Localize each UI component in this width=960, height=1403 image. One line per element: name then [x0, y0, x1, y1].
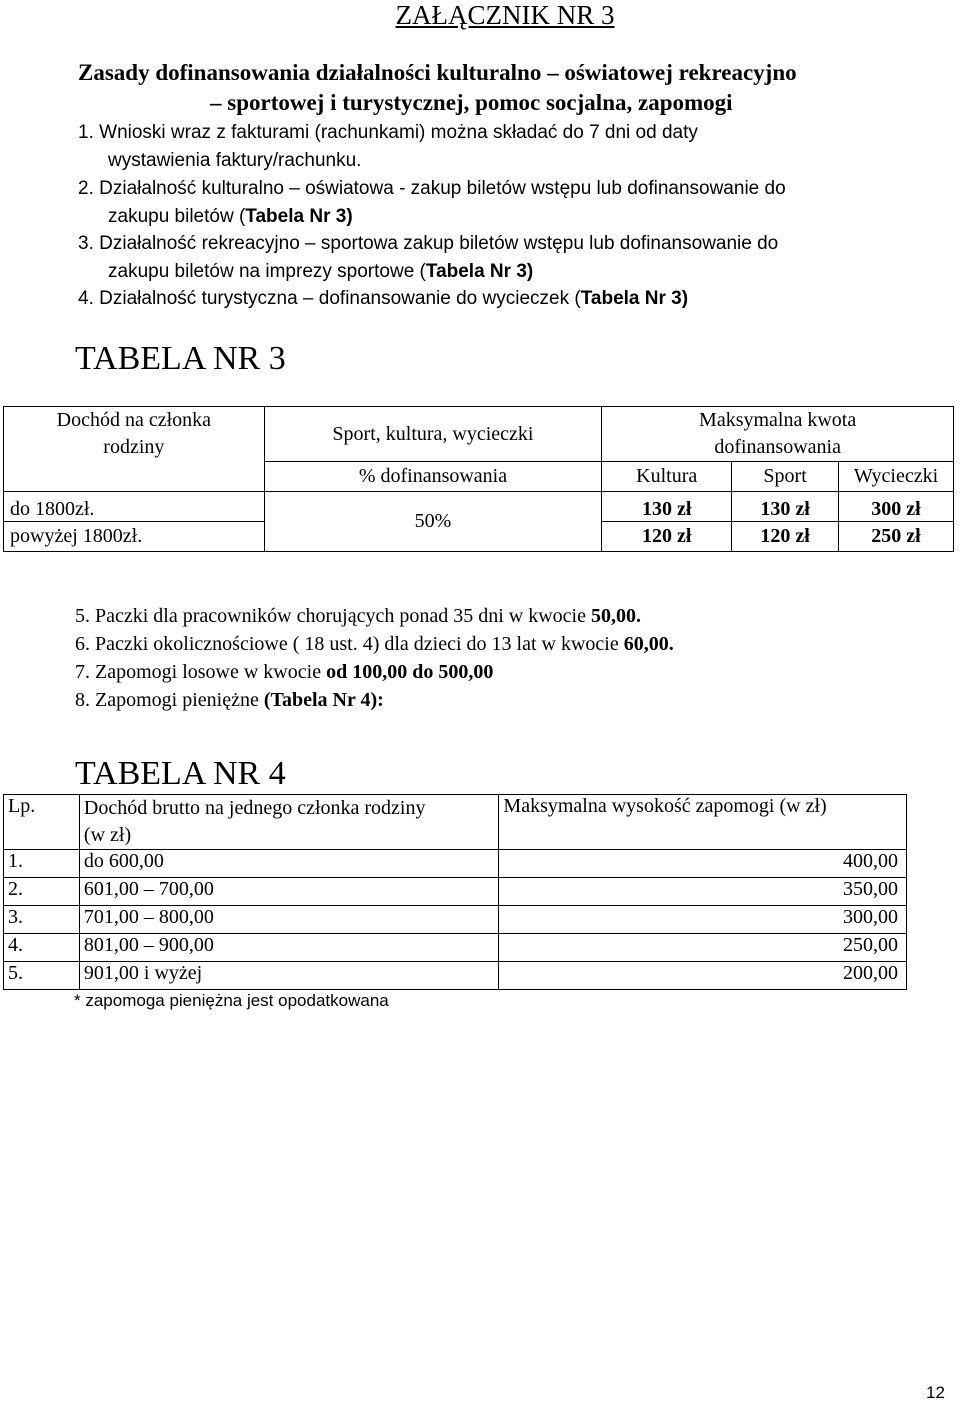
- table-row: [4, 850, 907, 878]
- row-2-wycieczki: 250 zł: [839, 522, 954, 552]
- item-4-number: 4.: [78, 288, 94, 309]
- header-wycieczki: Wycieczki: [839, 462, 954, 492]
- item-4-text: Działalność turystyczna – dofinansowanie do wycieczek (: [99, 288, 581, 309]
- row-max: 400,00: [499, 850, 907, 878]
- item-3-table-ref: Tabela Nr 3): [425, 261, 534, 282]
- item-3-text: Działalność rekreacyjno – sportowa zakup biletów wstępu lub dofinansowanie do: [99, 233, 779, 254]
- row-2-income: powyżej 1800zł.: [4, 522, 265, 552]
- item-2: [78, 178, 948, 200]
- item-3-line-2: [108, 261, 533, 283]
- table-4-heading: TABELA NR 4: [75, 755, 286, 792]
- table-4: [3, 794, 907, 990]
- table-3: [3, 406, 954, 552]
- table-row: [4, 962, 907, 990]
- item-1-number: 1.: [78, 122, 94, 143]
- table-row: [4, 906, 907, 934]
- row-income: do 600,00: [79, 850, 498, 878]
- item-1-text-2: wystawienia faktury/rachunku.: [108, 150, 362, 171]
- item-2-text: Działalność kulturalno – oświatowa - zakup biletów wstępu lub dofinansowanie do: [99, 178, 786, 199]
- item-2-table-ref: Tabela Nr 3): [245, 206, 353, 227]
- item-3-text-2: zakupu biletów na imprezy sportowe (: [108, 261, 426, 282]
- item-1: [78, 122, 698, 144]
- header-sport: Sport: [732, 462, 839, 492]
- item-5-text: 5. Paczki dla pracowników chorujących ponad 35 dni w kwocie: [75, 605, 591, 627]
- item-7: [75, 661, 493, 684]
- item-2-number: 2.: [78, 178, 94, 199]
- item-5-amount: 50,00.: [590, 605, 641, 627]
- item-8: [75, 689, 384, 712]
- document-title: ZAŁĄCZNIK NR 3: [395, 0, 615, 30]
- table-row: [4, 934, 907, 962]
- percent-value: 50%: [264, 492, 602, 552]
- header-income-gross: [79, 795, 498, 850]
- row-max: 200,00: [499, 962, 907, 990]
- row-max: 250,00: [499, 934, 907, 962]
- item-5: [75, 605, 641, 628]
- item-8-text: 8. Zapomogi pieniężne: [75, 689, 264, 711]
- header-percent: % dofinansowania: [264, 462, 602, 492]
- page-number: 12: [926, 1383, 945, 1402]
- item-7-amount: od 100,00 do 500,00: [326, 661, 494, 683]
- table-row: [4, 878, 907, 906]
- row-lp: 4.: [4, 934, 80, 962]
- row-max: 350,00: [499, 878, 907, 906]
- item-6: [75, 633, 674, 656]
- row-1-income: do 1800zł.: [4, 492, 265, 522]
- row-income: 801,00 – 900,00: [79, 934, 498, 962]
- header-sport-culture: Sport, kultura, wycieczki: [264, 407, 602, 462]
- header-income-line-2: rodziny: [103, 436, 165, 458]
- item-6-amount: 60,00.: [623, 633, 674, 655]
- row-income: 901,00 i wyżej: [79, 962, 498, 990]
- row-1-sport: 130 zł: [732, 492, 839, 522]
- header-income-gross-line-1: Dochód brutto na jednego członka rodziny: [83, 797, 426, 819]
- item-7-text: 7. Zapomogi losowe w kwocie: [75, 661, 327, 683]
- tax-note: * zapomoga pieniężna jest opodatkowana: [74, 991, 389, 1010]
- header-max-line-2: dofinansowania: [714, 436, 841, 458]
- header-income: [4, 407, 265, 492]
- item-3-number: 3.: [78, 233, 94, 254]
- row-max: 300,00: [499, 906, 907, 934]
- row-income: 601,00 – 700,00: [79, 878, 498, 906]
- item-3: [78, 233, 948, 255]
- header-max-aid: Maksymalna wysokość zapomogi (w zł): [499, 795, 907, 850]
- item-1-text: Wnioski wraz z fakturami (rachunkami) można składać do 7 dni od daty: [99, 122, 698, 143]
- row-income: 701,00 – 800,00: [79, 906, 498, 934]
- item-2-line-2: [108, 206, 353, 228]
- item-4-table-ref: Tabela Nr 3): [580, 288, 689, 309]
- header-income-line-1: Dochód na członka: [56, 409, 212, 431]
- table-3-heading: TABELA NR 3: [75, 340, 286, 377]
- row-lp: 5.: [4, 962, 80, 990]
- header-kultura: Kultura: [602, 462, 732, 492]
- header-income-gross-line-2: (w zł): [83, 824, 132, 846]
- subtitle-line-1: Zasady dofinansowania działalności kulturalno – oświatowej rekreacyjno: [78, 60, 797, 85]
- item-4: [78, 288, 688, 310]
- row-1-kultura: 130 zł: [602, 492, 732, 522]
- item-8-table-ref: (Tabela Nr 4):: [263, 689, 384, 711]
- header-lp: Lp.: [4, 795, 80, 850]
- item-6-text: 6. Paczki okolicznościowe ( 18 ust. 4) dla dzieci do 13 lat w kwocie: [75, 633, 624, 655]
- subtitle-line-2: – sportowej i turystycznej, pomoc socjalna, zapomogi: [210, 90, 733, 115]
- header-max-line-1: Maksymalna kwota: [699, 409, 857, 431]
- row-lp: 1.: [4, 850, 80, 878]
- row-lp: 2.: [4, 878, 80, 906]
- row-1-wycieczki: 300 zł: [839, 492, 954, 522]
- row-2-sport: 120 zł: [732, 522, 839, 552]
- row-lp: 3.: [4, 906, 80, 934]
- header-max-amount: [602, 407, 954, 462]
- item-2-text-2: zakupu biletów (: [108, 206, 246, 227]
- row-2-kultura: 120 zł: [602, 522, 732, 552]
